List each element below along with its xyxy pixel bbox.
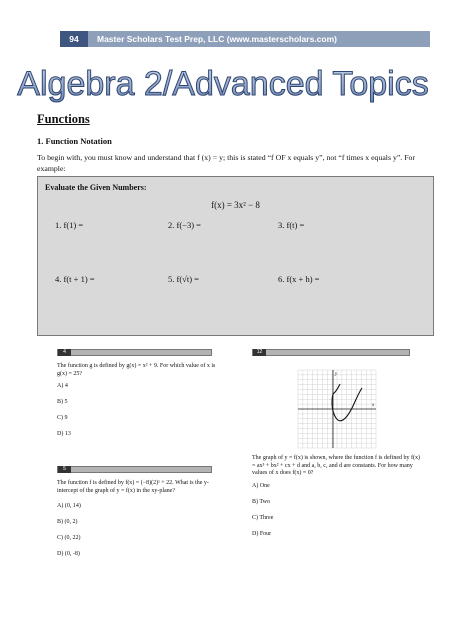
banner-title xyxy=(17,56,429,106)
question-5-option-c[interactable]: C) (0, 22) xyxy=(57,535,81,541)
eval-item-6: 6. f(x + h) = xyxy=(278,274,320,284)
function-formula: f(x) = 3x² − 8 xyxy=(211,200,260,210)
question-5-text: The function f is defined by f(x) = (−8)(2)ˣ + 22. What is the y-intercept of the graph of y = f(x) in the xy-plane? xyxy=(57,480,209,494)
cubic-curve xyxy=(332,388,362,421)
header-title: Master Scholars Test Prep, LLC (www.masterscholars.com) xyxy=(97,34,337,44)
question-4-number: 4 xyxy=(58,349,71,356)
eval-item-5: 5. f(√t) = xyxy=(168,274,199,284)
eval-item-3: 3. f(t) = xyxy=(278,220,305,230)
svg-text:Algebra 2/Advanced Topics: Algebra 2/Advanced Topics xyxy=(17,65,429,103)
question-4-bar xyxy=(57,349,212,356)
x-axis-label: x xyxy=(372,403,375,408)
question-4-text: The function g is defined by g(x) = x² + 9. For which value of x is g(x) = 25? xyxy=(57,363,216,377)
curve-upper-segment xyxy=(333,384,340,394)
page-number: 94 xyxy=(60,31,88,47)
question-12-option-a[interactable]: A) One xyxy=(252,483,270,489)
eval-item-4: 4. f(t + 1) = xyxy=(55,274,95,284)
question-12-text: The graph of y = f(x) is shown, where the function f is defined by f(x) = ax³ + bx² + cx + d and a, b, c, and d are constants. For how many values of x does f(x) = 0? xyxy=(252,455,421,476)
question-12-number: 12 xyxy=(253,349,266,356)
question-5-number: 5 xyxy=(58,466,71,473)
question-12-option-c[interactable]: C) Three xyxy=(252,515,274,521)
question-5-option-a[interactable]: A) (0, 14) xyxy=(57,503,81,509)
question-4-option-b[interactable]: B) 5 xyxy=(57,399,68,405)
question-5-option-b[interactable]: B) (0, 2) xyxy=(57,519,78,525)
evaluate-box xyxy=(37,176,434,336)
eval-item-1: 1. f(1) = xyxy=(55,220,84,230)
question-12-bar xyxy=(252,349,410,356)
sub-title: 1. Function Notation xyxy=(37,136,112,146)
intro-text: To begin with, you must know and understand that f (x) = y; this is stated “f OF x equals y”, not “f times x equals y”. For example: xyxy=(37,153,416,173)
section-title: Functions xyxy=(37,112,90,126)
evaluate-heading: Evaluate the Given Numbers: xyxy=(45,183,147,192)
question-5-bar xyxy=(57,466,212,473)
eval-item-2: 2. f(−3) = xyxy=(168,220,201,230)
question-5-option-d[interactable]: D) (0, -8) xyxy=(57,551,80,557)
question-4-option-c[interactable]: C) 9 xyxy=(57,415,68,421)
question-4-option-a[interactable]: A) 4 xyxy=(57,383,68,389)
y-axis-label: y xyxy=(335,372,338,377)
question-4-option-d[interactable]: D) 13 xyxy=(57,431,71,437)
header-bar xyxy=(60,31,430,47)
question-12-option-b[interactable]: B) Two xyxy=(252,499,270,505)
cubic-function-graph xyxy=(296,368,378,450)
question-12-option-d[interactable]: D) Four xyxy=(252,531,272,537)
